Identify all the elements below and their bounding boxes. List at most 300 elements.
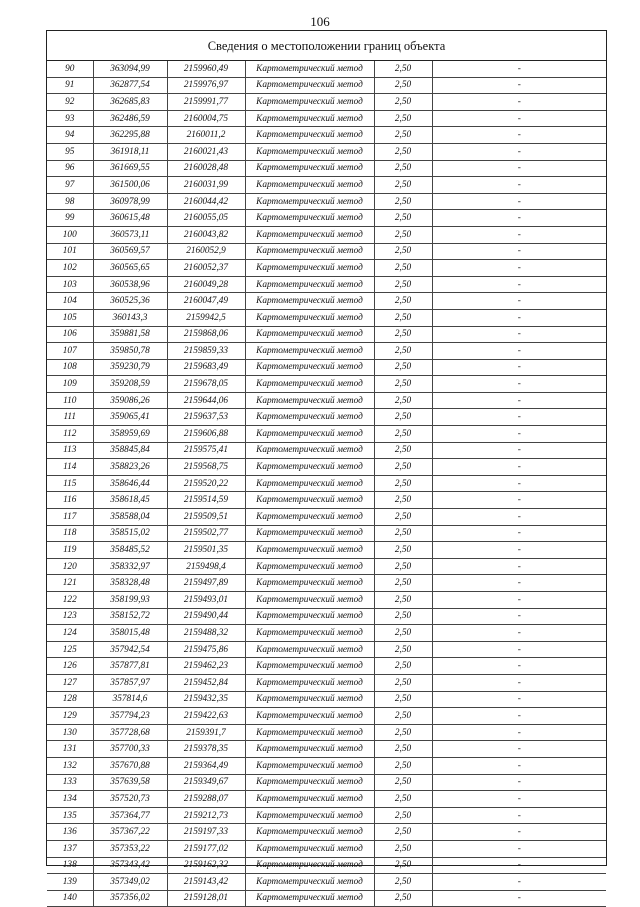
y-coordinate-cell: 2159475,86: [167, 641, 245, 658]
accuracy-cell: 2,50: [374, 143, 432, 160]
point-number-cell: 135: [47, 807, 93, 824]
x-coordinate-cell: 357639,58: [93, 774, 167, 791]
note-cell: -: [432, 592, 606, 609]
table-row: [47, 77, 606, 94]
table-row: [47, 774, 606, 791]
method-cell: Картометрический метод: [245, 492, 374, 509]
method-cell: Картометрический метод: [245, 525, 374, 542]
y-coordinate-cell: 2159868,06: [167, 326, 245, 343]
point-number-cell: 139: [47, 874, 93, 891]
note-cell: -: [432, 575, 606, 592]
point-number-cell: 107: [47, 343, 93, 360]
accuracy-cell: 2,50: [374, 127, 432, 144]
x-coordinate-cell: 361918,11: [93, 143, 167, 160]
note-cell: -: [432, 509, 606, 526]
method-cell: Картометрический метод: [245, 757, 374, 774]
note-cell: -: [432, 226, 606, 243]
note-cell: -: [432, 94, 606, 111]
method-cell: Картометрический метод: [245, 210, 374, 227]
y-coordinate-cell: 2159162,32: [167, 857, 245, 874]
y-coordinate-cell: 2159143,42: [167, 874, 245, 891]
accuracy-cell: 2,50: [374, 525, 432, 542]
x-coordinate-cell: 362295,88: [93, 127, 167, 144]
method-cell: Картометрический метод: [245, 392, 374, 409]
table-row: [47, 61, 606, 77]
y-coordinate-cell: 2159378,35: [167, 741, 245, 758]
y-coordinate-cell: 2159349,67: [167, 774, 245, 791]
note-cell: -: [432, 326, 606, 343]
table-row: [47, 326, 606, 343]
boundary-table-frame: [46, 30, 607, 904]
y-coordinate-cell: 2159637,53: [167, 409, 245, 426]
point-number-cell: 119: [47, 542, 93, 559]
accuracy-cell: 2,50: [374, 774, 432, 791]
method-cell: Картометрический метод: [245, 840, 374, 857]
y-coordinate-cell: 2159432,35: [167, 691, 245, 708]
y-coordinate-cell: 2159502,77: [167, 525, 245, 542]
y-coordinate-cell: 2160049,28: [167, 276, 245, 293]
method-cell: Картометрический метод: [245, 160, 374, 177]
point-number-cell: 99: [47, 210, 93, 227]
x-coordinate-cell: 357343,42: [93, 857, 167, 874]
table-row: [47, 392, 606, 409]
x-coordinate-cell: 358515,02: [93, 525, 167, 542]
accuracy-cell: 2,50: [374, 193, 432, 210]
accuracy-cell: 2,50: [374, 475, 432, 492]
accuracy-cell: 2,50: [374, 840, 432, 857]
accuracy-cell: 2,50: [374, 376, 432, 393]
method-cell: Картометрический метод: [245, 343, 374, 360]
accuracy-cell: 2,50: [374, 426, 432, 443]
table-row: [47, 509, 606, 526]
y-coordinate-cell: 2159197,33: [167, 824, 245, 841]
accuracy-cell: 2,50: [374, 558, 432, 575]
method-cell: Картометрический метод: [245, 177, 374, 194]
method-cell: Картометрический метод: [245, 691, 374, 708]
y-coordinate-cell: 2159514,59: [167, 492, 245, 509]
point-number-cell: 109: [47, 376, 93, 393]
note-cell: -: [432, 442, 606, 459]
y-coordinate-cell: 2159488,32: [167, 625, 245, 642]
table-row: [47, 459, 606, 476]
method-cell: Картометрический метод: [245, 575, 374, 592]
point-number-cell: 116: [47, 492, 93, 509]
y-coordinate-cell: 2160052,9: [167, 243, 245, 260]
point-number-cell: 123: [47, 608, 93, 625]
accuracy-cell: 2,50: [374, 575, 432, 592]
y-coordinate-cell: 2160004,75: [167, 110, 245, 127]
point-number-cell: 117: [47, 509, 93, 526]
y-coordinate-cell: 2160052,37: [167, 260, 245, 277]
y-coordinate-cell: 2159520,22: [167, 475, 245, 492]
point-number-cell: 96: [47, 160, 93, 177]
x-coordinate-cell: 357942,54: [93, 641, 167, 658]
x-coordinate-cell: 357353,22: [93, 840, 167, 857]
accuracy-cell: 2,50: [374, 177, 432, 194]
note-cell: -: [432, 658, 606, 675]
y-coordinate-cell: 2160021,43: [167, 143, 245, 160]
note-cell: -: [432, 525, 606, 542]
accuracy-cell: 2,50: [374, 807, 432, 824]
accuracy-cell: 2,50: [374, 492, 432, 509]
note-cell: -: [432, 691, 606, 708]
table-row: [47, 343, 606, 360]
note-cell: -: [432, 177, 606, 194]
point-number-cell: 112: [47, 426, 93, 443]
point-number-cell: 124: [47, 625, 93, 642]
accuracy-cell: 2,50: [374, 691, 432, 708]
note-cell: -: [432, 724, 606, 741]
table-row: [47, 143, 606, 160]
accuracy-cell: 2,50: [374, 791, 432, 808]
point-number-cell: 102: [47, 260, 93, 277]
table-row: [47, 824, 606, 841]
table-row: [47, 160, 606, 177]
x-coordinate-cell: 358845,84: [93, 442, 167, 459]
note-cell: -: [432, 293, 606, 310]
note-cell: -: [432, 392, 606, 409]
table-row: [47, 674, 606, 691]
method-cell: Картометрический метод: [245, 708, 374, 725]
accuracy-cell: 2,50: [374, 226, 432, 243]
accuracy-cell: 2,50: [374, 276, 432, 293]
accuracy-cell: 2,50: [374, 857, 432, 874]
point-number-cell: 94: [47, 127, 93, 144]
note-cell: -: [432, 409, 606, 426]
note-cell: -: [432, 143, 606, 160]
method-cell: Картометрический метод: [245, 376, 374, 393]
point-number-cell: 126: [47, 658, 93, 675]
note-cell: -: [432, 260, 606, 277]
y-coordinate-cell: 2159606,88: [167, 426, 245, 443]
method-cell: Картометрический метод: [245, 724, 374, 741]
note-cell: -: [432, 542, 606, 559]
note-cell: -: [432, 160, 606, 177]
table-row: [47, 376, 606, 393]
x-coordinate-cell: 359208,59: [93, 376, 167, 393]
x-coordinate-cell: 358646,44: [93, 475, 167, 492]
table-row: [47, 724, 606, 741]
y-coordinate-cell: 2159859,33: [167, 343, 245, 360]
x-coordinate-cell: 357367,22: [93, 824, 167, 841]
method-cell: Картометрический метод: [245, 542, 374, 559]
accuracy-cell: 2,50: [374, 658, 432, 675]
method-cell: Картометрический метод: [245, 94, 374, 111]
x-coordinate-cell: 358199,93: [93, 592, 167, 609]
accuracy-cell: 2,50: [374, 708, 432, 725]
y-coordinate-cell: 2159509,51: [167, 509, 245, 526]
note-cell: -: [432, 791, 606, 808]
table-row: [47, 127, 606, 144]
method-cell: Картометрический метод: [245, 807, 374, 824]
accuracy-cell: 2,50: [374, 409, 432, 426]
point-number-cell: 115: [47, 475, 93, 492]
accuracy-cell: 2,50: [374, 326, 432, 343]
x-coordinate-cell: 360573,11: [93, 226, 167, 243]
accuracy-cell: 2,50: [374, 592, 432, 609]
point-number-cell: 121: [47, 575, 93, 592]
method-cell: Картометрический метод: [245, 874, 374, 891]
y-coordinate-cell: 2160031,99: [167, 177, 245, 194]
point-number-cell: 98: [47, 193, 93, 210]
table-row: [47, 757, 606, 774]
x-coordinate-cell: 362877,54: [93, 77, 167, 94]
x-coordinate-cell: 359065,41: [93, 409, 167, 426]
x-coordinate-cell: 358588,04: [93, 509, 167, 526]
method-cell: Картометрический метод: [245, 276, 374, 293]
point-number-cell: 106: [47, 326, 93, 343]
point-number-cell: 130: [47, 724, 93, 741]
table-row: [47, 874, 606, 891]
y-coordinate-cell: 2160028,48: [167, 160, 245, 177]
method-cell: Картометрический метод: [245, 127, 374, 144]
x-coordinate-cell: 358152,72: [93, 608, 167, 625]
x-coordinate-cell: 357814,6: [93, 691, 167, 708]
y-coordinate-cell: 2159678,05: [167, 376, 245, 393]
table-row: [47, 243, 606, 260]
method-cell: Картометрический метод: [245, 226, 374, 243]
table-row: [47, 625, 606, 642]
table-row: [47, 592, 606, 609]
method-cell: Картометрический метод: [245, 674, 374, 691]
coordinates-table-body: [47, 61, 606, 907]
method-cell: Картометрический метод: [245, 608, 374, 625]
accuracy-cell: 2,50: [374, 890, 432, 907]
accuracy-cell: 2,50: [374, 110, 432, 127]
accuracy-cell: 2,50: [374, 442, 432, 459]
accuracy-cell: 2,50: [374, 243, 432, 260]
note-cell: -: [432, 890, 606, 907]
note-cell: -: [432, 359, 606, 376]
point-number-cell: 92: [47, 94, 93, 111]
x-coordinate-cell: 360569,57: [93, 243, 167, 260]
method-cell: Картометрический метод: [245, 260, 374, 277]
point-number-cell: 127: [47, 674, 93, 691]
x-coordinate-cell: 357794,23: [93, 708, 167, 725]
y-coordinate-cell: 2159493,01: [167, 592, 245, 609]
y-coordinate-cell: 2159644,06: [167, 392, 245, 409]
table-row: [47, 575, 606, 592]
table-row: [47, 359, 606, 376]
table-row: [47, 608, 606, 625]
method-cell: Картометрический метод: [245, 475, 374, 492]
point-number-cell: 105: [47, 309, 93, 326]
accuracy-cell: 2,50: [374, 309, 432, 326]
point-number-cell: 101: [47, 243, 93, 260]
method-cell: Картометрический метод: [245, 509, 374, 526]
accuracy-cell: 2,50: [374, 293, 432, 310]
point-number-cell: 122: [47, 592, 93, 609]
point-number-cell: 138: [47, 857, 93, 874]
table-row: [47, 492, 606, 509]
note-cell: -: [432, 840, 606, 857]
x-coordinate-cell: 357520,73: [93, 791, 167, 808]
y-coordinate-cell: 2160047,49: [167, 293, 245, 310]
point-number-cell: 132: [47, 757, 93, 774]
method-cell: Картометрический метод: [245, 193, 374, 210]
accuracy-cell: 2,50: [374, 724, 432, 741]
method-cell: Картометрический метод: [245, 409, 374, 426]
y-coordinate-cell: 2159960,49: [167, 61, 245, 77]
accuracy-cell: 2,50: [374, 61, 432, 77]
point-number-cell: 118: [47, 525, 93, 542]
point-number-cell: 134: [47, 791, 93, 808]
point-number-cell: 111: [47, 409, 93, 426]
method-cell: Картометрический метод: [245, 890, 374, 907]
y-coordinate-cell: 2159490,44: [167, 608, 245, 625]
x-coordinate-cell: 357857,97: [93, 674, 167, 691]
point-number-cell: 108: [47, 359, 93, 376]
method-cell: Картометрический метод: [245, 309, 374, 326]
method-cell: Картометрический метод: [245, 791, 374, 808]
x-coordinate-cell: 357700,33: [93, 741, 167, 758]
method-cell: Картометрический метод: [245, 625, 374, 642]
table-row: [47, 110, 606, 127]
accuracy-cell: 2,50: [374, 343, 432, 360]
point-number-cell: 140: [47, 890, 93, 907]
point-number-cell: 100: [47, 226, 93, 243]
x-coordinate-cell: 358485,52: [93, 542, 167, 559]
note-cell: -: [432, 276, 606, 293]
y-coordinate-cell: 2159128,01: [167, 890, 245, 907]
y-coordinate-cell: 2159991,77: [167, 94, 245, 111]
x-coordinate-cell: 357728,68: [93, 724, 167, 741]
x-coordinate-cell: 357364,77: [93, 807, 167, 824]
note-cell: -: [432, 874, 606, 891]
point-number-cell: 90: [47, 61, 93, 77]
table-row: [47, 426, 606, 443]
y-coordinate-cell: 2159942,5: [167, 309, 245, 326]
x-coordinate-cell: 357877,81: [93, 658, 167, 675]
table-row: [47, 641, 606, 658]
note-cell: -: [432, 77, 606, 94]
y-coordinate-cell: 2159498,4: [167, 558, 245, 575]
point-number-cell: 110: [47, 392, 93, 409]
table-row: [47, 260, 606, 277]
method-cell: Картометрический метод: [245, 426, 374, 443]
x-coordinate-cell: 360525,36: [93, 293, 167, 310]
note-cell: -: [432, 210, 606, 227]
point-number-cell: 129: [47, 708, 93, 725]
table-row: [47, 807, 606, 824]
y-coordinate-cell: 2159391,7: [167, 724, 245, 741]
accuracy-cell: 2,50: [374, 641, 432, 658]
x-coordinate-cell: 357349,02: [93, 874, 167, 891]
note-cell: -: [432, 757, 606, 774]
y-coordinate-cell: 2159568,75: [167, 459, 245, 476]
y-coordinate-cell: 2159422,63: [167, 708, 245, 725]
point-number-cell: 97: [47, 177, 93, 194]
method-cell: Картометрический метод: [245, 442, 374, 459]
table-row: [47, 840, 606, 857]
x-coordinate-cell: 358328,48: [93, 575, 167, 592]
y-coordinate-cell: 2159575,41: [167, 442, 245, 459]
method-cell: Картометрический метод: [245, 774, 374, 791]
note-cell: -: [432, 608, 606, 625]
point-number-cell: 113: [47, 442, 93, 459]
note-cell: -: [432, 193, 606, 210]
point-number-cell: 93: [47, 110, 93, 127]
note-cell: -: [432, 243, 606, 260]
table-row: [47, 177, 606, 194]
y-coordinate-cell: 2159683,49: [167, 359, 245, 376]
x-coordinate-cell: 360538,96: [93, 276, 167, 293]
x-coordinate-cell: 358618,45: [93, 492, 167, 509]
note-cell: -: [432, 824, 606, 841]
method-cell: Картометрический метод: [245, 359, 374, 376]
note-cell: -: [432, 558, 606, 575]
y-coordinate-cell: 2160055,05: [167, 210, 245, 227]
x-coordinate-cell: 361500,06: [93, 177, 167, 194]
note-cell: -: [432, 674, 606, 691]
point-number-cell: 128: [47, 691, 93, 708]
accuracy-cell: 2,50: [374, 757, 432, 774]
accuracy-cell: 2,50: [374, 77, 432, 94]
table-row: [47, 193, 606, 210]
method-cell: Картометрический метод: [245, 824, 374, 841]
table-row: [47, 409, 606, 426]
x-coordinate-cell: 360978,99: [93, 193, 167, 210]
page-number: 106: [310, 14, 330, 29]
note-cell: -: [432, 492, 606, 509]
note-cell: -: [432, 309, 606, 326]
x-coordinate-cell: 358332,97: [93, 558, 167, 575]
note-cell: -: [432, 61, 606, 77]
y-coordinate-cell: 2159364,49: [167, 757, 245, 774]
note-cell: -: [432, 459, 606, 476]
note-cell: -: [432, 343, 606, 360]
method-cell: Картометрический метод: [245, 741, 374, 758]
note-cell: -: [432, 127, 606, 144]
x-coordinate-cell: 362685,83: [93, 94, 167, 111]
method-cell: Картометрический метод: [245, 641, 374, 658]
table-row: [47, 226, 606, 243]
accuracy-cell: 2,50: [374, 392, 432, 409]
table-row: [47, 691, 606, 708]
x-coordinate-cell: 359881,58: [93, 326, 167, 343]
method-cell: Картометрический метод: [245, 658, 374, 675]
point-number-cell: 120: [47, 558, 93, 575]
point-number-cell: 131: [47, 741, 93, 758]
accuracy-cell: 2,50: [374, 160, 432, 177]
table-row: [47, 293, 606, 310]
method-cell: Картометрический метод: [245, 293, 374, 310]
point-number-cell: 125: [47, 641, 93, 658]
x-coordinate-cell: 359850,78: [93, 343, 167, 360]
table-row: [47, 542, 606, 559]
x-coordinate-cell: 358015,48: [93, 625, 167, 642]
method-cell: Картометрический метод: [245, 61, 374, 77]
point-number-cell: 114: [47, 459, 93, 476]
y-coordinate-cell: 2160044,42: [167, 193, 245, 210]
note-cell: -: [432, 426, 606, 443]
x-coordinate-cell: 362486,59: [93, 110, 167, 127]
note-cell: -: [432, 708, 606, 725]
y-coordinate-cell: 2159177,02: [167, 840, 245, 857]
table-title: Сведения о местоположении границ объекта: [47, 31, 606, 61]
y-coordinate-cell: 2159462,23: [167, 658, 245, 675]
table-row: [47, 741, 606, 758]
x-coordinate-cell: 359230,79: [93, 359, 167, 376]
accuracy-cell: 2,50: [374, 459, 432, 476]
method-cell: Картометрический метод: [245, 558, 374, 575]
point-number-cell: 136: [47, 824, 93, 841]
accuracy-cell: 2,50: [374, 542, 432, 559]
note-cell: -: [432, 741, 606, 758]
accuracy-cell: 2,50: [374, 509, 432, 526]
table-row: [47, 708, 606, 725]
note-cell: -: [432, 376, 606, 393]
